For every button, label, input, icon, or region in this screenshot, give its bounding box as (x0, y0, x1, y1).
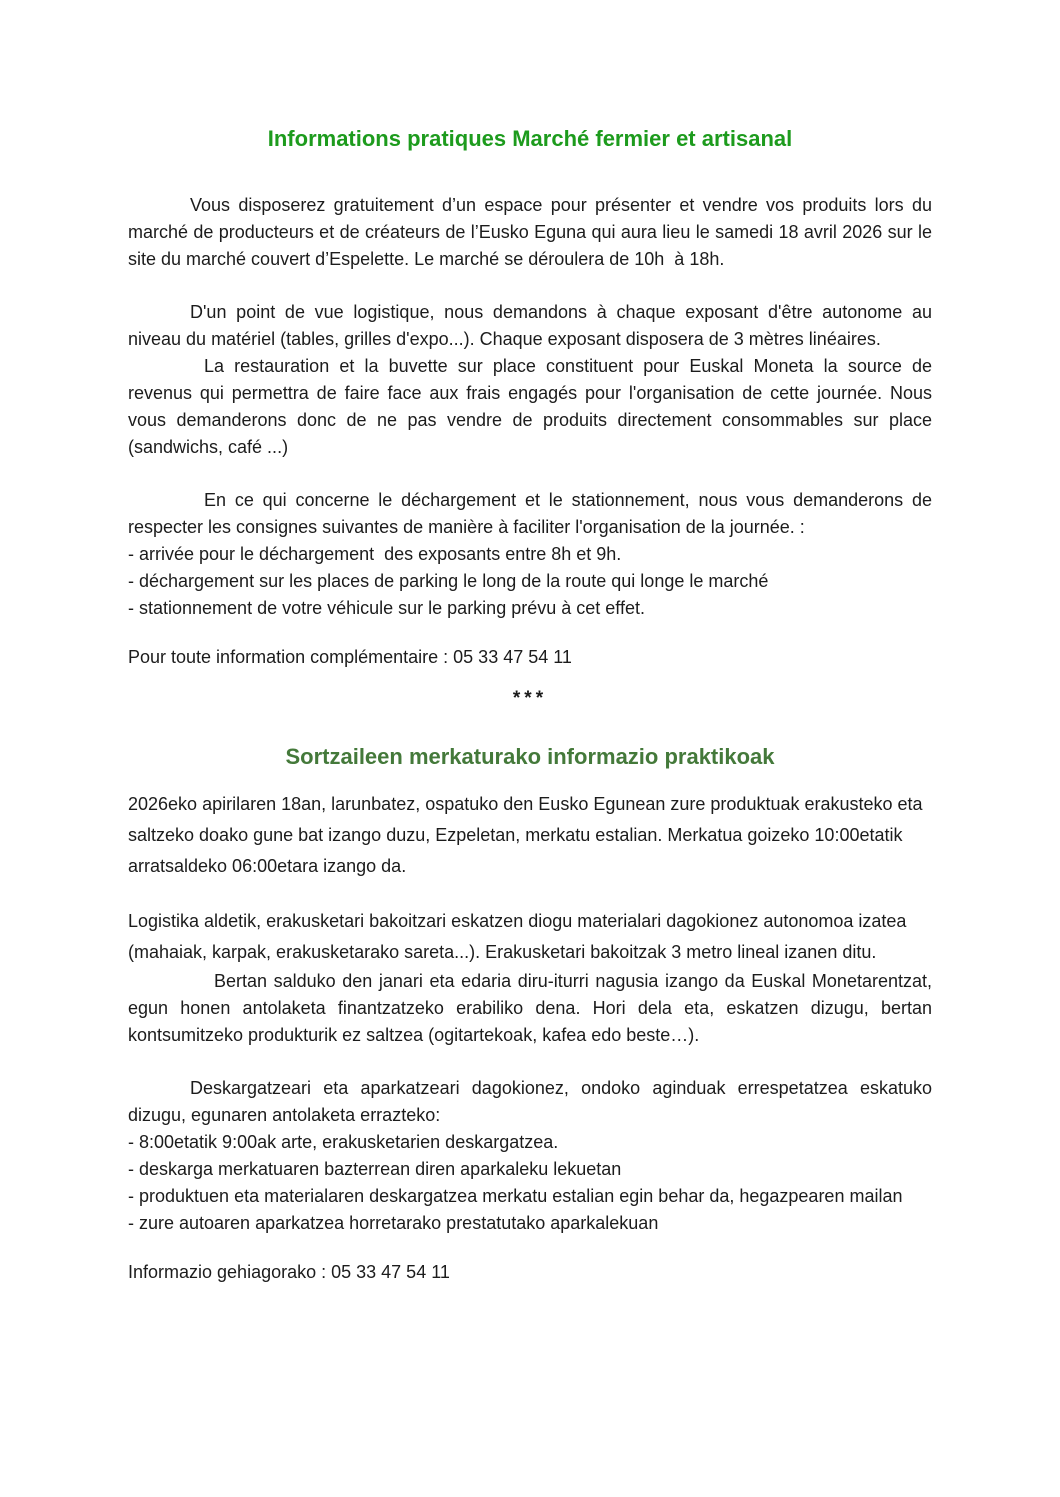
basque-paragraph-restauration: Bertan salduko den janari eta edaria diru-iturri nagusia izango da Euskal Monetarentzat, egun honen antolaketa finantzatzeko erabiliko dena. Hori dela eta, eskatzen dizugu, bertan kontsumitzeko produkturik ez saltzea (ogitartekoak, kafea edo beste…). (128, 971, 932, 1045)
french-list-item-parking: - stationnement de votre véhicule sur le parking prévu à cet effet. (128, 598, 645, 618)
french-paragraph-unloading-intro: En ce qui concerne le déchargement et le stationnement, nous vous demanderons de respecter les consignes suivantes de manière à faciliter l'organisation de la journée. : (128, 490, 932, 537)
basque-paragraph-intro: 2026eko apirilaren 18an, larunbatez, ospatuko den Eusko Egunean zure produktuak erakusteko eta saltzeko doako gune bat izango duzu, Ezpeletan, merkatu estalian. Merkatua goizeko 10:00etatik arratsaldeko 06:00etara izango da. (128, 794, 923, 876)
french-section-title: Informations pratiques Marché fermier et artisanal (267, 126, 793, 151)
basque-list-item-parking: - zure autoaren aparkatzea horretarako prestatutako aparkalekuan (128, 1213, 659, 1233)
basque-paragraph-unloading-intro: Deskargatzeari eta aparkatzeari dagokionez, ondoko aginduak errespetatzea eskatuko dizugu, egunaren antolaketa errazteko: (128, 1078, 932, 1125)
french-contact-line: Pour toute information complémentaire : 05 33 47 54 11 (128, 647, 572, 667)
french-list-item-unloading: - déchargement sur les places de parking le long de la route qui longe le marché (128, 571, 769, 591)
basque-contact-line: Informazio gehiagorako : 05 33 47 54 11 (128, 1262, 450, 1282)
french-paragraph-intro: Vous disposerez gratuitement d’un espace pour présenter et vendre vos produits lors du marché de producteurs et de créateurs de l’Eusko Eguna qui aura lieu le samedi 18 avril 2026 sur le site du marché couvert d’Espelette. Le marché se déroulera de 10h à 18h. (128, 195, 932, 269)
basque-paragraph-logistics: Logistika aldetik, erakusketari bakoitzari eskatzen diogu materialari dagokionez autonomoa izatea (mahaiak, karpak, erakusketarako sareta...). Erakusketari bakoitzak 3 metro lineal izanen ditu. (128, 911, 907, 962)
basque-section-title: Sortzaileen merkaturako informazio praktikoak (285, 744, 775, 769)
basque-list-item-unloading-spot: - deskarga merkatuaren bazterrean diren aparkaleku lekuetan (128, 1159, 622, 1179)
section-separator: *** (512, 688, 548, 709)
french-list-item-arrival: - arrivée pour le déchargement des exposants entre 8h et 9h. (128, 544, 622, 564)
basque-list-item-unloading-time: - 8:00etatik 9:00ak arte, erakusketarien deskargatzea. (128, 1132, 559, 1152)
french-unloading-block (128, 487, 932, 622)
basque-unloading-block (128, 1075, 932, 1237)
french-paragraph-restauration: La restauration et la buvette sur place constituent pour Euskal Moneta la source de revenus qui permettra de faire face aux frais engagés pour l'organisation de cette journée. Nous vous demanderons donc de ne pas vendre de produits directement consommables sur place (sandwichs, café ...) (128, 356, 932, 457)
french-paragraph-logistics: D'un point de vue logistique, nous demandons à chaque exposant d'être autonome au niveau du matériel (tables, grilles d'expo...). Chaque exposant disposera de 3 mètres linéaires. (128, 302, 932, 349)
basque-list-item-unloading-market: - produktuen eta materialaren deskargatzea merkatu estalian egin behar da, hegazpearen mailan (128, 1186, 903, 1206)
